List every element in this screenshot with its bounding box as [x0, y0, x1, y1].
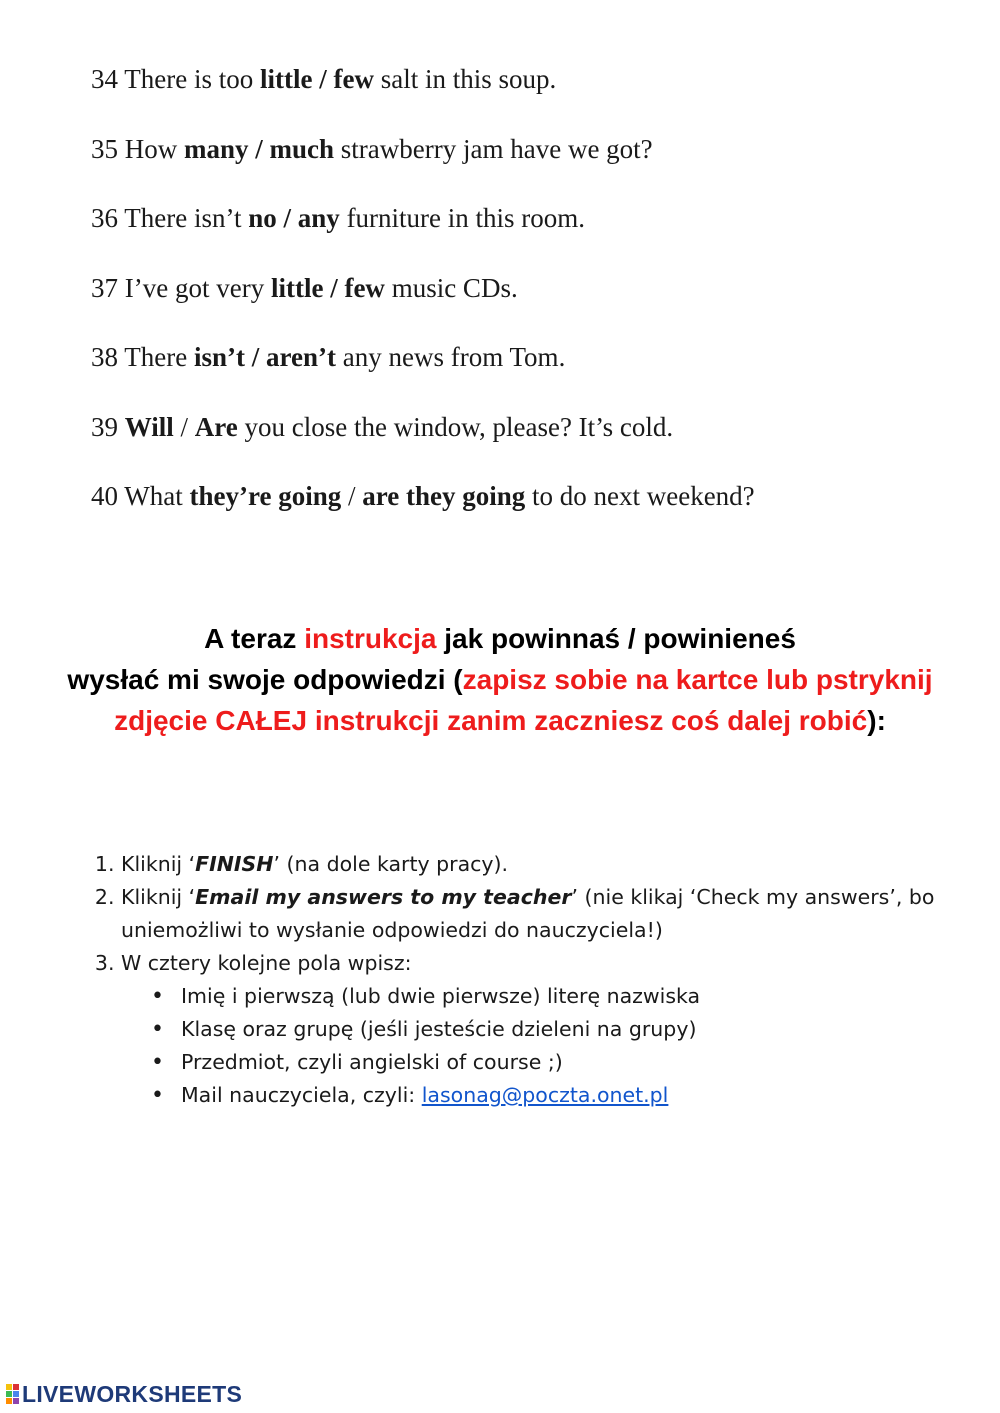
option-separator: /	[312, 64, 334, 94]
option-separator: /	[323, 273, 345, 303]
logo-block	[13, 1398, 19, 1404]
option-2: any	[297, 203, 340, 233]
question-text: I’ve got very	[124, 273, 271, 303]
logo-block	[6, 1391, 12, 1397]
option-2: much	[269, 134, 335, 164]
logo-block	[13, 1391, 19, 1397]
heading-highlight: instrukcja	[304, 623, 437, 654]
question-text-end: strawberry jam have we got?	[334, 134, 653, 164]
question-35	[91, 136, 653, 163]
logo-text: LIVEWORKSHEETS	[22, 1380, 243, 1407]
logo-icon	[6, 1384, 19, 1404]
instructions-list	[90, 848, 970, 1112]
question-39	[91, 414, 673, 441]
question-37	[91, 275, 518, 302]
question-text-end: to do next weekend?	[525, 481, 755, 511]
fields-list	[121, 980, 970, 1112]
question-number: 39	[91, 412, 118, 442]
question-38	[91, 344, 565, 371]
step-text: ’ (na dole karty pracy).	[273, 852, 509, 876]
option-separator: /	[244, 342, 266, 372]
instructions-heading	[60, 618, 940, 741]
question-text-end: any news from Tom.	[335, 342, 566, 372]
option-1: Will	[124, 412, 174, 442]
question-text-end: you close the window, please? It’s cold.	[237, 412, 674, 442]
question-34	[91, 66, 556, 93]
logo-block	[13, 1384, 19, 1390]
option-1: no	[248, 203, 277, 233]
list-item: • Imię i pierwszą (lub dwie pierwsze) literę nazwiska	[181, 980, 970, 1013]
question-number: 38	[91, 342, 118, 372]
option-1: isn’t	[193, 342, 245, 372]
heading-line-2	[60, 659, 940, 741]
question-text: What	[124, 481, 190, 511]
question-36	[91, 205, 585, 232]
question-number: 34	[91, 64, 118, 94]
question-text-end: salt in this soup.	[373, 64, 557, 94]
question-number: 35	[91, 134, 118, 164]
list-item: • Klasę oraz grupę (jeśli jesteście dzieleni na grupy)	[181, 1013, 970, 1046]
liveworksheets-logo	[6, 1381, 242, 1407]
option-1: little	[270, 273, 324, 303]
option-1: little	[259, 64, 313, 94]
teacher-email-link[interactable]: lasonag@poczta.onet.pl	[421, 1083, 669, 1107]
question-text: There is too	[124, 64, 260, 94]
option-2: few	[333, 64, 374, 94]
option-separator: /	[173, 412, 195, 442]
instruction-step-1	[121, 848, 970, 881]
instruction-step-3	[121, 947, 970, 1112]
heading-line-1	[60, 618, 940, 659]
option-2: aren’t	[266, 342, 336, 372]
instruction-step-2	[121, 881, 970, 947]
question-text: There	[124, 342, 194, 372]
step-text: ’ (nie klikaj ‘Check my answers’, bo uniemożliwi to wysłanie odpowiedzi do nauczyciela!)	[121, 885, 935, 942]
heading-text: jak powinnaś / powinieneś	[436, 623, 796, 654]
option-2: are they going	[362, 481, 526, 511]
option-separator: /	[341, 481, 363, 511]
question-text: There isn’t	[124, 203, 249, 233]
heading-text: ):	[867, 705, 886, 736]
logo-block	[6, 1398, 12, 1404]
mail-label: Mail nauczyciela, czyli:	[181, 1083, 422, 1107]
question-text: How	[124, 134, 184, 164]
option-1: they’re going	[189, 481, 342, 511]
heading-text: wysłać mi swoje odpowiedzi (	[67, 664, 463, 695]
list-item: • Przedmiot, czyli angielski of course ;)	[181, 1046, 970, 1079]
finish-label: FINISH	[195, 852, 274, 876]
question-text-end: music CDs.	[384, 273, 518, 303]
question-number: 40	[91, 481, 118, 511]
option-2: Are	[194, 412, 238, 442]
option-separator: /	[276, 203, 298, 233]
question-40	[91, 483, 755, 510]
list-item	[181, 1079, 970, 1112]
question-number: 37	[91, 273, 118, 303]
logo-block	[6, 1384, 12, 1390]
question-text-end: furniture in this room.	[339, 203, 586, 233]
heading-text: A teraz	[204, 623, 305, 654]
option-separator: /	[248, 134, 270, 164]
step-text: W cztery kolejne pola wpisz:	[121, 951, 412, 975]
option-2: few	[344, 273, 385, 303]
option-1: many	[184, 134, 249, 164]
question-number: 36	[91, 203, 118, 233]
step-text: Kliknij ‘	[121, 852, 196, 876]
step-text: Kliknij ‘	[121, 885, 196, 909]
email-answers-label: Email my answers to my teacher	[195, 885, 572, 909]
heading-warning: zapisz sobie na kartce lub pstryknij zdjęcie CAŁEJ instrukcji zanim zaczniesz coś dalej robić	[114, 664, 933, 736]
